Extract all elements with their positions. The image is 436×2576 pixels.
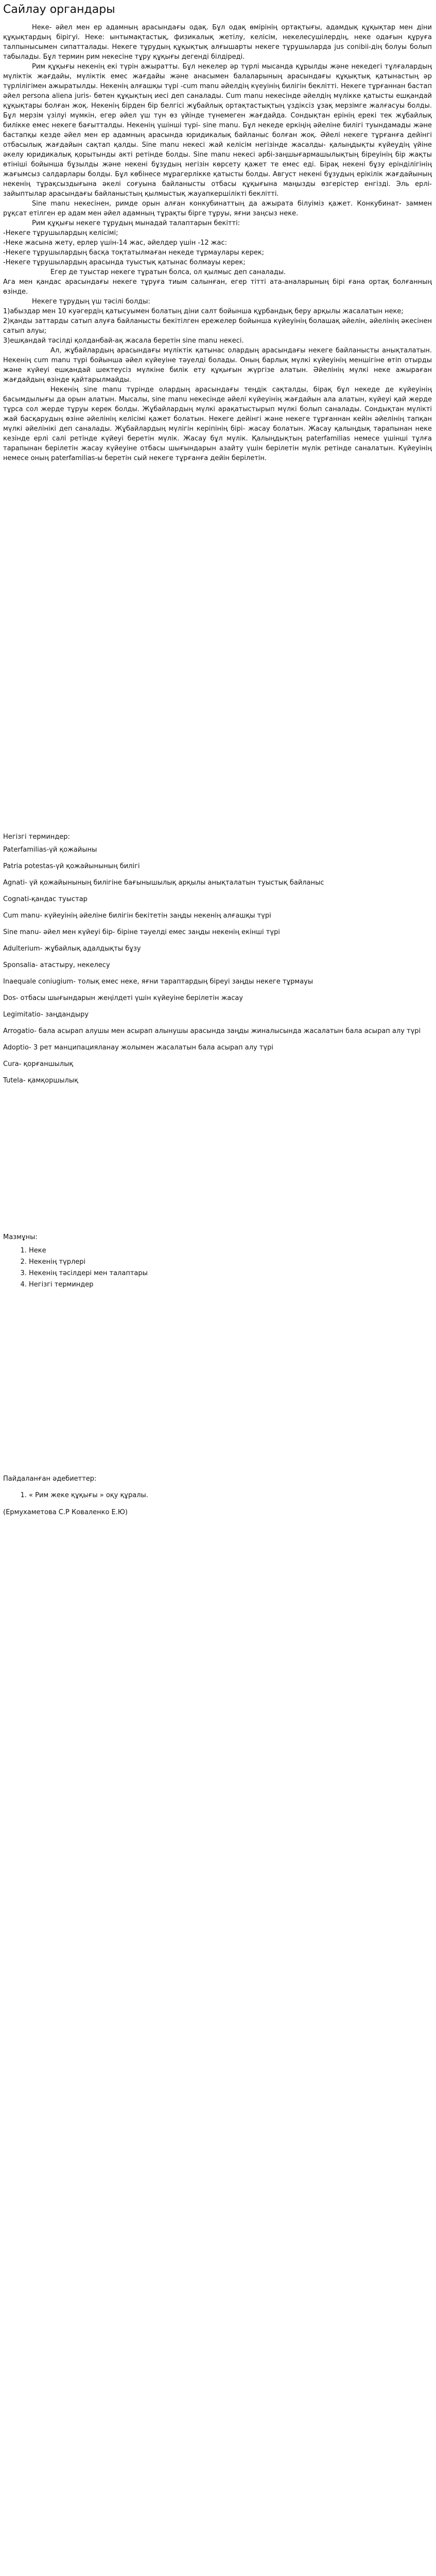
method-item: 3)ешқандай тәсілді қолданбай-ақ жасала беретін sine manu некесі. bbox=[3, 337, 244, 345]
term-item: Inaequale coniugium- толық емес неке, яғни тараптардың біреуі заңды некеге тұрмауы bbox=[3, 978, 313, 986]
term-item: Paterfamilias-үй қожайыны bbox=[3, 846, 97, 854]
references-list bbox=[3, 1490, 432, 1501]
term-item: Cura- қорғаншылық bbox=[3, 1060, 74, 1068]
paragraph-marriage-definition: Неке- әйел мен ер адамның арасындағы одақ. Бұл одақ өмірінің ортақтығы, адамдық құқықтар мен діни құқықтардың бірігуі. Неке: ынтымақтастық, физикалық жетілу, келісім, некелесушілердің, неке одағын құруға талпынысымен сипатталады. Некеге тұрудың құқықтық алғышарты некеге тұрушыларда jus conibii-дің болуы болып табылады. Бұл термин рим некесіне тұру құқығы дегенді білдіреді. bbox=[3, 24, 432, 61]
term-item: Tutela- қамқоршылық bbox=[3, 1077, 78, 1084]
blank-space bbox=[3, 463, 432, 832]
terms-list bbox=[3, 845, 432, 1086]
toc-item: 3. Некенің тәсілдері мен талаптары bbox=[29, 1268, 432, 1279]
term-item: Patria potestas-үй қожайынының билігі bbox=[3, 862, 140, 870]
method-item: 2)қанды заттарды сатып алуға байланысты бекітілген ережелер бойынша күйеуінің болашақ әйелін, әйелінің әкесінен сатып алуы; bbox=[3, 317, 432, 335]
term-item: Sponsalia- атастыру, некелесу bbox=[3, 961, 110, 969]
toc-heading: Мазмұны: bbox=[3, 1233, 38, 1241]
term-item: Cognati-қандас туыстар bbox=[3, 895, 88, 903]
terms-heading: Негізгі терминдер: bbox=[3, 833, 70, 841]
method-item: 1)абыздар мен 10 куәгердің қатысуымен болатың діни салт бойынша құрбандық беру арқылы жасалатын неке; bbox=[3, 308, 404, 315]
paragraph-sibling-ban: Ага мен қандас арасындағы некеге тұруға тиым салынған, егер тітті ата-аналарының бірі ғана ортақ болғанның өзінде. bbox=[3, 278, 432, 296]
reference-authors: (Ермухаметова С.Р Коваленко Е.Ю) bbox=[3, 1509, 128, 1516]
toc-item: 1. Неке bbox=[29, 1245, 432, 1257]
term-item: Cum manu- күйеуінің әйеліне билігін бекітетін заңды некенің алғашқы түрі bbox=[3, 912, 271, 920]
references-heading: Пайдаланған әдебиеттер: bbox=[3, 1475, 97, 1483]
term-item: Arrogatio- бала асырап алушы мен асырап алынушы арасында заңды жиналысында жасалатын бала асырап алу түрі bbox=[3, 1027, 421, 1035]
paragraph-requirements-intro: Рим құқығы некеге тұрудың мынадай талаптарын бекітті: bbox=[32, 219, 240, 227]
term-item: Dos- отбасы шығындарын жеңілдеті үшін күйеуіне берілетін жасау bbox=[3, 994, 243, 1002]
term-item: Adoptio- 3 рет манципацияланау жолымен жасалатын бала асырап алу түрі bbox=[3, 1044, 273, 1052]
toc-item: 2. Некенің түрлері bbox=[29, 1257, 432, 1268]
requirement-item: -Некеге тұрушылардың келісімі; bbox=[3, 229, 118, 237]
paragraph-sine-manu-property: Некенің sine manu түрінде олардың арасындағы теңдік сақталды, бірақ бұл некеде де күйеуінің басымдылығы да орын алатын. Мысалы, sine manu некесінде әйелі күйеуінің жағдайын ала алатын, күйеуі қай жерде тұрса сол жерде тұруы керек болды. Жұбайлардың мүлкі арақатыстырып мүлкі болып саналады. Сондықтан мүлікті жай басқарудың өзіне әйелінің келісімі қажет болатын. Некеге дейінгі және некеге тұрғаннан кейін әйелінің тапқан мүлкі әйелінікі деп саналады. Жұбайлардың мүлігін керіпінің бірі- жасау болатын. Жасау қалыңдық тарапынан неке кезінде ерлі салі ретінде күйеуі беретін мүлік. Жасау бұл мүлік. Қалыңдықтың paterfamilias немесе үшінші тұлға тарапынан берілетін жасау күйеуіне отбасы шығындарын азайту үшін берілетін мүлік ретінде саналатын. Күйеуінің немесе оның paterfamilias-ы беретін сый некеге тұрғанға дейін берілетін. bbox=[3, 386, 432, 462]
blank-space bbox=[3, 1291, 432, 1474]
toc-list bbox=[3, 1245, 432, 1291]
paragraph-marriage-types: Рим құқығы некенің екі түрін ажыратты. Бұл некелер әр түрлі мысанда құрылды және некедегі тұлғалардың мүліктік жағдайы, мүліктік емес жағдайы және анасымен балаларының арасындағы құқықтық қатынастың әр түрлілігімен ажыратылды. Некенің алғашқы түрі -cum manu әйелдің күеуінің билігін беклітті. Некеге тұрғаннан бастап әйел persona aliena juris- бөтен құқықтың иесі деп саналады. Cum manu некесінде әйелдің мүлікке қатысты ешқандай құқықтары болған жоқ. Некенің бірден бір белгісі жұбайлық ортақтастықтың үздіксіз ұзақ мерзімге жалғасуы болды. Бұл мерзім үзілуі мүмкін, егер әйел үш түн өз үйінде түнемеген жағдайда. Сондықтан ерінің ерекі тек жұбайлық билікке емес некеге бағытталды. Некенің үшінші түрі- sine manu. Бұл некеде еркіңің әйеліне билігі туындамады және бастапқы кезде әйел мен ер адамның арасында юридикалық байланыс болған жоқ. Әйелі некеге тұрғанға дейінгі отбасылық жағдайын сақтап қалды. Sine manu некесі жай келісім негізінде жасалды- қалыңдықты күйеудің үйіне әкелу юридикалық қорытынды акті ретінде болды. Sine manu некесі әрбі-заңшығармашылықтың біреуінің бір жақты өтініші бойынша бұзылды және некені бұзудың негізін көрсету қажет те емес еді. Бірақ некені бұзу ерінділігінің жағымсыз салдарлары болды. Бұл көбінесе мұрагерлікке қатысты болды. Август некені бұзудың ерікілік жағдайының некенің тұрақсыздығына әкелі соғуына байланысты отбасы құқығына маңызды өзгерістер енгізді. Эль ерлі-зайыптылар арасындағы байланыстың қылмыстық жауапкершілікті беклітті. bbox=[3, 63, 432, 198]
reference-item: 1. « Рим жеке құқығы » оқу құралы. bbox=[29, 1490, 432, 1501]
paragraph-kinship-crime: Егер де туыстар некеге тұратын болса, ол қылмыс деп саналады. bbox=[50, 268, 286, 276]
term-item: Adulterium- жұбайлық адалдықты бұзу bbox=[3, 945, 141, 953]
term-item: Legimitatio- заңдандыру bbox=[3, 1011, 89, 1019]
paragraph-concubinage: Sine manu некесінен, римде орын алған конкубинаттың да ажырата білуіміз қажет. Конкубинат- заммен рұқсат етілген ер адам мен әйел адамның тұрақты бірге тұруы, яғни заңсыз неке. bbox=[3, 200, 432, 217]
page-title: Сайлау органдары bbox=[3, 3, 115, 16]
toc-item: 4. Негізгі терминдер bbox=[29, 1279, 432, 1291]
paragraph-methods-intro: Некеге тұрудың үш тәсілі болды: bbox=[32, 298, 150, 306]
term-item: Agnati- үй қожайынының билігіне бағынышылық арқылы анықталатын туыстық байланыс bbox=[3, 879, 324, 887]
paragraph-property-relations: Ал, жұбайлардың арасындағы мүліктік қатынас олардың арасындағы некеге байланысты анықталатын. Некенің cum manu түрі бойынша әйел күйеуіне тәуелді болады. Оның барлық мүлкі күйеуінің меншігіне өтіп отырды және күйеуі ешқандай шектеусіз мүлкіне билік ету құқығын жүргізе алатын. Әйелінің мүлкі неке ажыраған жағдайдың өзінде қайтарылмайды. bbox=[3, 347, 432, 384]
blank-space bbox=[3, 1092, 432, 1232]
requirement-item: -Неке жасына жету, ерлер үшін-14 жас, әйелдер үшін -12 жас: bbox=[3, 239, 227, 247]
requirement-item: -Некеге тұрушылардың арасында туыстық қатынас болмауы керек; bbox=[3, 259, 246, 266]
requirement-item: -Некеге тұрушылардың басқа тоқтатылмаған некеде тұрмаулары керек; bbox=[3, 249, 265, 257]
term-item: Sine manu- әйел мен күйеуі бір- біріне тәуелді емес заңды некенің екінші түрі bbox=[3, 928, 280, 936]
